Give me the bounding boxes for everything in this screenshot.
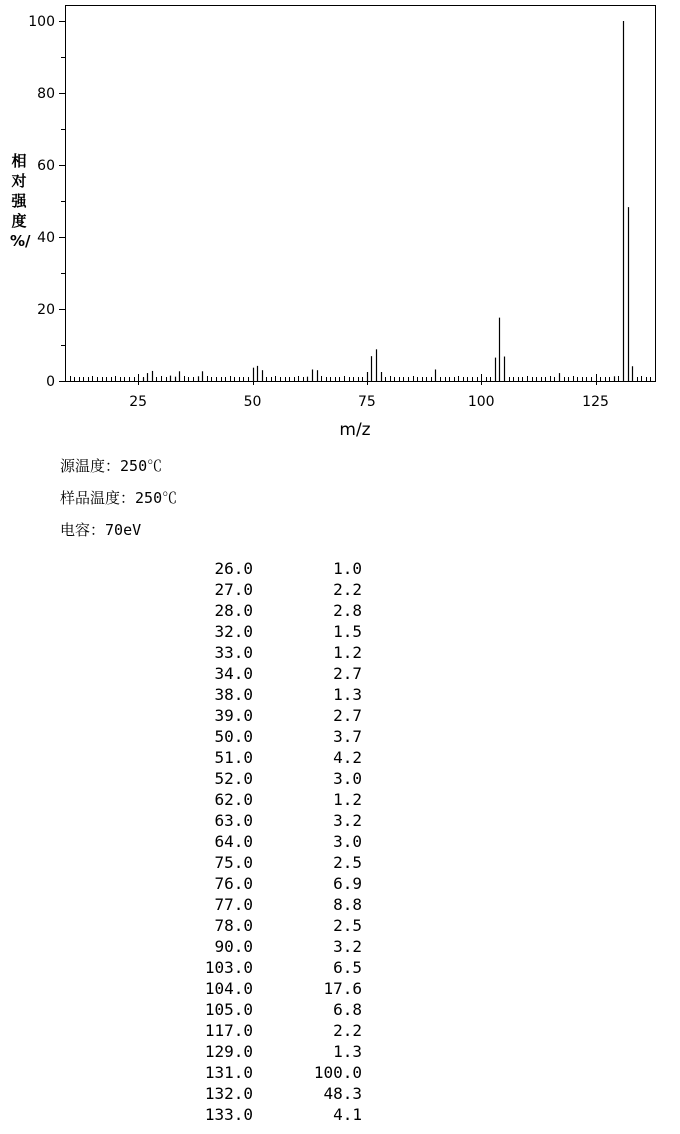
mz-cell: 33.0 <box>214 643 253 662</box>
y-axis-label-char: 度 <box>11 212 27 230</box>
abundance-cell: 4.1 <box>333 1105 362 1124</box>
mz-cell: 64.0 <box>214 832 253 851</box>
mz-cell: 131.0 <box>204 1063 253 1082</box>
abundance-cell: 48.3 <box>323 1084 362 1103</box>
abundance-cell: 6.9 <box>333 874 362 893</box>
sample-temperature <box>60 487 177 508</box>
mz-cell: 129.0 <box>204 1042 253 1061</box>
abundance-cell: 2.2 <box>333 580 362 599</box>
table-row <box>160 810 362 831</box>
y-tick-label: 100 <box>28 14 55 30</box>
table-row <box>160 768 362 789</box>
table-row <box>160 957 362 978</box>
abundance-cell: 3.2 <box>333 811 362 830</box>
mz-cell: 34.0 <box>214 664 253 683</box>
y-tick-label: 80 <box>37 86 55 102</box>
mz-cell: 52.0 <box>214 769 253 788</box>
table-row <box>160 747 362 768</box>
abundance-cell: 1.0 <box>333 559 362 578</box>
table-row <box>160 1104 362 1125</box>
table-row <box>160 684 362 705</box>
mz-cell: 39.0 <box>214 706 253 725</box>
abundance-cell: 8.8 <box>333 895 362 914</box>
mz-cell: 78.0 <box>214 916 253 935</box>
x-tick-label: 100 <box>467 394 495 410</box>
abundance-cell: 6.8 <box>333 1000 362 1019</box>
table-row <box>160 894 362 915</box>
abundance-cell: 2.5 <box>333 853 362 872</box>
y-tick-label: 40 <box>37 230 55 246</box>
mz-cell: 105.0 <box>204 1000 253 1019</box>
mz-cell: 32.0 <box>214 622 253 641</box>
x-tick-label: 50 <box>243 394 262 410</box>
mz-cell: 63.0 <box>214 811 253 830</box>
abundance-cell: 2.2 <box>333 1021 362 1040</box>
mz-cell: 51.0 <box>214 748 253 767</box>
y-tick-label: 60 <box>37 158 55 174</box>
ionization-energy-label: 电容： <box>60 521 106 539</box>
mz-cell: 27.0 <box>214 580 253 599</box>
y-tick-label: 20 <box>37 302 55 318</box>
mz-cell: 38.0 <box>214 685 253 704</box>
abundance-cell: 1.2 <box>333 643 362 662</box>
table-row <box>160 726 362 747</box>
peak-table <box>160 558 362 1125</box>
y-axis-label-char: 强 <box>11 192 27 210</box>
abundance-cell: 3.2 <box>333 937 362 956</box>
abundance-cell: 3.7 <box>333 727 362 746</box>
x-tick-label: 75 <box>357 394 376 410</box>
table-row <box>160 663 362 684</box>
y-axis <box>28 14 65 390</box>
mass-spectrum-chart <box>0 0 680 445</box>
source-temperature-label: 源温度： <box>60 457 121 475</box>
x-axis <box>66 374 656 410</box>
mz-cell: 26.0 <box>214 559 253 578</box>
abundance-cell: 2.5 <box>333 916 362 935</box>
mz-cell: 133.0 <box>204 1105 253 1124</box>
mz-cell: 77.0 <box>214 895 253 914</box>
table-row <box>160 621 362 642</box>
plot-frame <box>66 6 656 382</box>
y-axis-label-char: %/ <box>10 232 31 250</box>
abundance-cell: 17.6 <box>323 979 362 998</box>
abundance-cell: 1.5 <box>333 622 362 641</box>
table-row <box>160 579 362 600</box>
mz-cell: 28.0 <box>214 601 253 620</box>
ionization-energy <box>60 519 141 540</box>
x-tick-label: 125 <box>582 394 609 410</box>
table-row <box>160 705 362 726</box>
sample-temperature-label: 样品温度： <box>60 489 136 507</box>
table-row <box>160 831 362 852</box>
source-temperature <box>60 455 162 476</box>
mz-cell: 117.0 <box>204 1021 253 1040</box>
mz-cell: 75.0 <box>214 853 253 872</box>
abundance-cell: 1.3 <box>333 1042 362 1061</box>
mz-cell: 103.0 <box>204 958 253 977</box>
table-row <box>160 1020 362 1041</box>
table-row <box>160 936 362 957</box>
x-tick-label: 25 <box>129 394 148 410</box>
table-row <box>160 852 362 873</box>
table-row <box>160 1041 362 1062</box>
table-row <box>160 789 362 810</box>
y-tick-label: 0 <box>46 374 55 390</box>
mz-cell: 104.0 <box>204 979 253 998</box>
abundance-cell: 1.3 <box>333 685 362 704</box>
mz-cell: 132.0 <box>204 1084 253 1103</box>
table-row <box>160 642 362 663</box>
table-row <box>160 1062 362 1083</box>
table-row <box>160 999 362 1020</box>
x-axis-label: m/z <box>339 420 371 440</box>
abundance-cell: 100.0 <box>313 1063 362 1082</box>
abundance-cell: 3.0 <box>333 769 362 788</box>
y-axis-label-char: 对 <box>11 172 27 190</box>
sample-temperature-value: 250℃ <box>135 489 178 507</box>
table-row <box>160 558 362 579</box>
mz-cell: 76.0 <box>214 874 253 893</box>
ionization-energy-value: 70eV <box>105 521 142 539</box>
mz-cell: 90.0 <box>214 937 253 956</box>
table-row <box>160 873 362 894</box>
table-row <box>160 978 362 999</box>
y-axis-label-char: 相 <box>11 152 27 170</box>
table-row <box>160 915 362 936</box>
source-temperature-value: 250℃ <box>120 457 163 475</box>
peak-bars <box>144 21 633 381</box>
abundance-cell: 4.2 <box>333 748 362 767</box>
mz-cell: 50.0 <box>214 727 253 746</box>
table-row <box>160 600 362 621</box>
abundance-cell: 2.7 <box>333 664 362 683</box>
abundance-cell: 2.8 <box>333 601 362 620</box>
abundance-cell: 1.2 <box>333 790 362 809</box>
abundance-cell: 3.0 <box>333 832 362 851</box>
abundance-cell: 6.5 <box>333 958 362 977</box>
mz-cell: 62.0 <box>214 790 253 809</box>
abundance-cell: 2.7 <box>333 706 362 725</box>
table-row <box>160 1083 362 1104</box>
